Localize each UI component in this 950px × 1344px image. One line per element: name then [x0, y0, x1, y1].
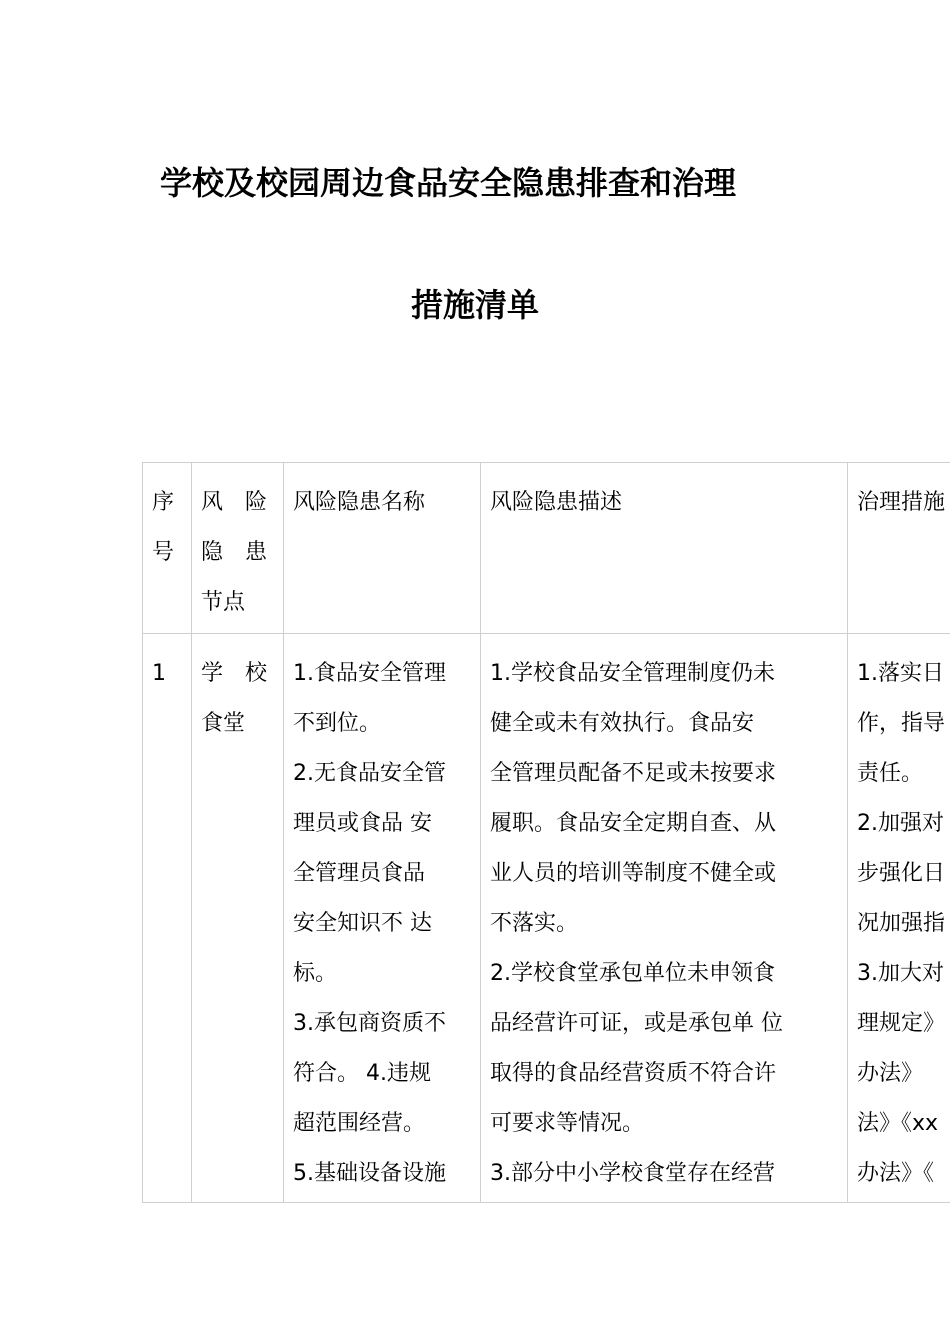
header-measures-text: 治理措施: [857, 490, 946, 515]
row-measures-line: 作，指导: [857, 711, 946, 736]
header-node-line: 风 险: [201, 490, 268, 515]
row-name-line: 5.基础设备设施: [293, 1161, 446, 1186]
document-title-line-2: 措施清单: [410, 286, 539, 324]
row-measures-line: 2.加强对: [857, 811, 944, 836]
row-measures-line: 办法》: [857, 1061, 924, 1086]
header-name-text: 风险隐患名称: [293, 490, 426, 515]
row-name-line: 符合。 4.违规: [293, 1061, 431, 1086]
row-measures-line: 3.加大对: [857, 961, 944, 986]
header-number-line: 序: [152, 490, 175, 515]
row-measures: [848, 634, 950, 1203]
header-node-line: 节点: [201, 590, 246, 615]
row-measures-line: 1.落实日: [857, 661, 944, 686]
row-description: [481, 634, 848, 1203]
row-description-line: 履职。食品安全定期自查、从: [490, 811, 777, 836]
header-node: [192, 463, 284, 634]
row-measures-line: 况加强指: [857, 911, 946, 936]
row-name: [284, 634, 481, 1203]
row-number: [143, 634, 192, 1203]
row-number-text: 1: [152, 661, 166, 686]
row-measures-line: 理规定》: [857, 1011, 946, 1036]
row-measures-line: 办法》《: [857, 1161, 935, 1186]
row-description-line: 可要求等情况。: [490, 1111, 645, 1136]
table-header-row: [143, 463, 950, 634]
header-number-line: 号: [152, 540, 175, 565]
row-name-line: 2.无食品安全管: [293, 761, 446, 786]
row-measures-line: 法》《xx: [857, 1111, 939, 1136]
header-measures: [848, 463, 950, 634]
document-title-line-1: 学校及校园周边食品安全隐患排查和治理: [160, 164, 737, 202]
row-description-line: 3.部分中小学校食堂存在经营: [490, 1161, 775, 1186]
row-node-line: 学 校: [201, 661, 268, 686]
row-name-line: 不到位。: [293, 711, 382, 736]
row-description-line: 全管理员配备不足或未按要求: [490, 761, 777, 786]
header-description-text: 风险隐患描述: [490, 490, 623, 515]
row-name-line: 标。: [293, 961, 338, 986]
row-measures-line: 责任。: [857, 761, 924, 786]
row-name-line: 1.食品安全管理: [293, 661, 446, 686]
table-row: [143, 634, 950, 1203]
row-node-line: 食堂: [201, 711, 246, 736]
row-description-line: 不落实。: [490, 911, 579, 936]
row-node: [192, 634, 284, 1203]
row-name-line: 3.承包商资质不: [293, 1011, 446, 1036]
row-description-line: 2.学校食堂承包单位未申领食: [490, 961, 775, 986]
row-name-line: 理员或食品 安: [293, 811, 432, 836]
row-name-line: 安全知识不 达: [293, 911, 432, 936]
header-description: [481, 463, 848, 634]
row-description-line: 取得的食品经营资质不符合许: [490, 1061, 777, 1086]
row-description-line: 健全或未有效执行。食品安: [490, 711, 755, 736]
header-number: [143, 463, 192, 634]
row-description-line: 业人员的培训等制度不健全或: [490, 861, 777, 886]
header-node-line: 隐 患: [201, 540, 268, 565]
row-measures-line: 步强化日: [857, 861, 946, 886]
hazard-table: [142, 462, 950, 1203]
header-name: [284, 463, 481, 634]
row-name-line: 全管理员食品: [293, 861, 426, 886]
row-name-line: 超范围经营。: [293, 1111, 426, 1136]
row-description-line: 品经营许可证，或是承包单 位: [490, 1011, 783, 1036]
row-description-line: 1.学校食品安全管理制度仍未: [490, 661, 775, 686]
